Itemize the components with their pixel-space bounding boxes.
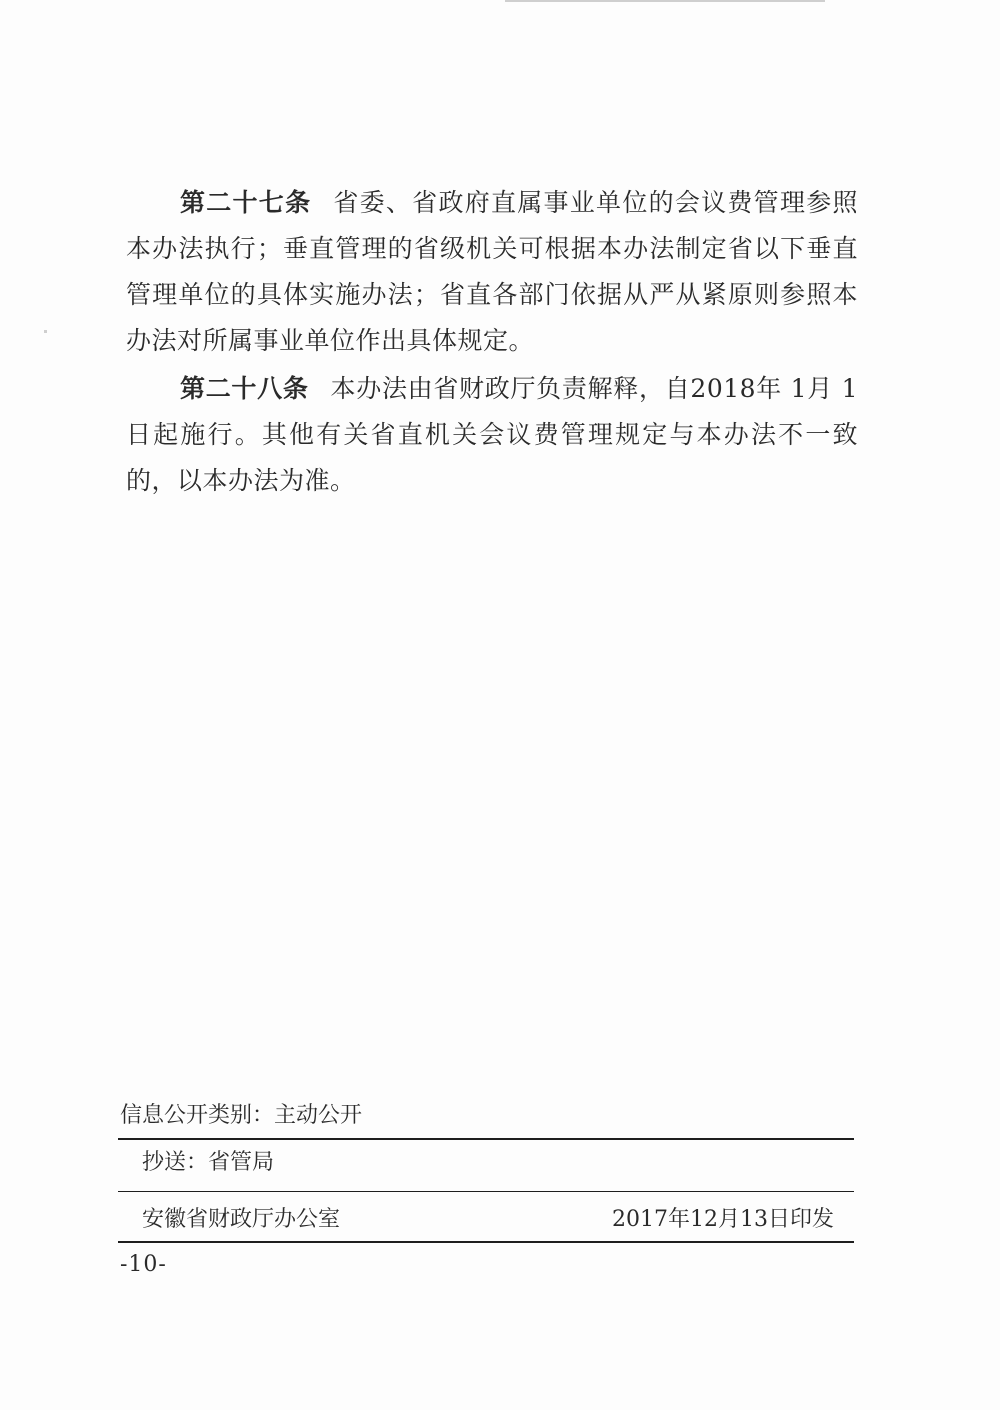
article-text: 省委、省政府直属事业单位的会议费管理参照本办法执行；垂直管理的省级机关可根据本办法制定省以下垂直管理单位的具体实施办法；省直各部门依据从严从紧原则参照本办法对所属事业单位作出具体规定。 — [126, 188, 858, 355]
article-text: 本办法由省财政厅负责解释，自2018年 1月 1日起施行。其他有关省直机关会议费管理规定与本办法不一致的，以本办法为准。 — [126, 374, 858, 495]
article-number: 第二十八条 — [180, 374, 309, 403]
footer-rule-top — [118, 1138, 854, 1140]
disclosure-category: 信息公开类别：主动公开 — [120, 1103, 363, 1128]
issue-date: 2017年12月13日印发 — [612, 1207, 834, 1232]
article-28 — [126, 366, 858, 504]
article-number: 第二十七条 — [180, 188, 312, 217]
scan-artifact-top — [505, 0, 825, 2]
cc-line: 抄送：省管局 — [142, 1150, 275, 1175]
article-27 — [126, 180, 858, 364]
footer-rule-middle — [118, 1191, 854, 1192]
scan-artifact-dot — [44, 330, 47, 333]
issuer-name: 安徽省财政厅办公室 — [142, 1207, 341, 1232]
issuer-line — [118, 1200, 854, 1240]
page-number: -10- — [120, 1252, 167, 1277]
footer-rule-bottom — [118, 1241, 854, 1243]
document-body — [126, 180, 858, 506]
